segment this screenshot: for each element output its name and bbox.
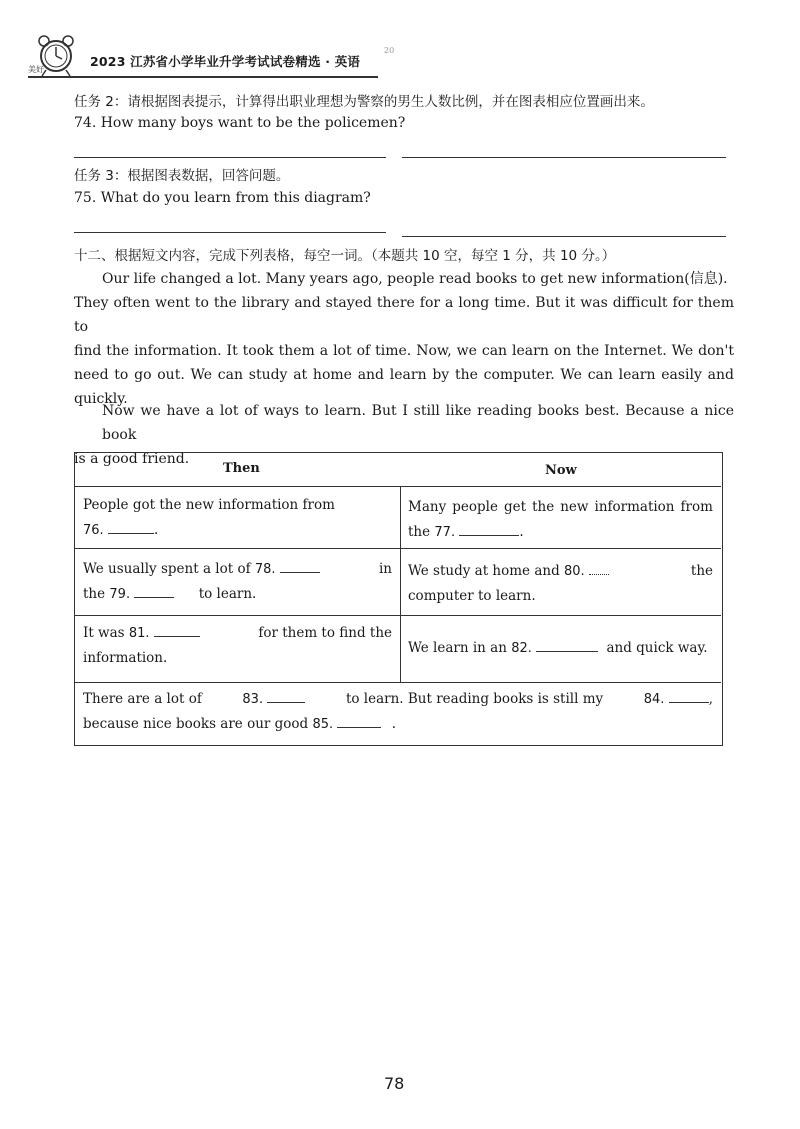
table-row-divider [75, 486, 721, 487]
blank-number-80: 80. [564, 564, 585, 579]
logo-text: 美好 [28, 65, 44, 74]
row1-now-cell: Many people get the new information from the 77. . [408, 499, 713, 540]
passage-line: Our life changed a lot. Many years ago, people read books to get new information(信息). [102, 271, 728, 287]
blank-79[interactable] [134, 585, 174, 598]
table-row-divider [75, 615, 721, 616]
question-75: 75. What do you learn from this diagram? [74, 190, 371, 206]
row1-then-text: People got the new information from [83, 497, 335, 513]
row3-now-cell: We learn in an 82. and quick way. [408, 640, 708, 656]
blank-number-83: 83. [242, 692, 264, 707]
answer-line-75a[interactable] [74, 232, 386, 233]
blank-80[interactable] [589, 562, 609, 575]
blank-number-77: 77. [434, 525, 456, 540]
row2-then-cell: We usually spent a lot of 78. in the 79. to learn. [83, 561, 392, 602]
answer-line-75b[interactable] [402, 236, 726, 237]
row3-then-cell: It was 81. for them to find the information. [83, 625, 392, 666]
row4-cell: There are a lot of 83. to learn. But reading books is still my 84. , because nice books are our good 85. . [83, 691, 713, 732]
blank-82[interactable] [536, 639, 598, 652]
section-12-title: 十二、根据短文内容，完成下列表格，每空一词。（本题共 10 空，每空 1 分，共 10 分。） [74, 248, 616, 264]
row1-then-cell: People got the new information from 76. . [75, 493, 400, 543]
table-row-divider [75, 548, 721, 549]
passage-line: find the information. It took them a lot of time. Now, we can learn on the Internet. We don't [74, 343, 734, 359]
answer-line-74b[interactable] [402, 157, 726, 158]
blank-number-85: 85. [312, 717, 334, 732]
blank-81[interactable] [154, 624, 200, 637]
row2-now-cell: We study at home and 80. the computer to learn. [408, 563, 713, 604]
blank-number-81: 81. [128, 626, 150, 641]
blank-76[interactable] [108, 521, 154, 534]
passage-line: quickly. [74, 391, 128, 407]
blank-78[interactable] [280, 560, 320, 573]
blank-84[interactable] [669, 690, 709, 703]
blank-77[interactable] [459, 523, 519, 536]
table-header-now: Now [545, 463, 577, 478]
blank-83[interactable] [267, 690, 305, 703]
table-header-then: Then [223, 461, 260, 476]
header-title: 2023 江苏省小学毕业升学考试试卷精选 · 英语 [90, 54, 361, 69]
blank-number-84: 84. [643, 692, 665, 707]
page-number: 78 [384, 1074, 405, 1093]
blank-number-82: 82. [511, 641, 532, 656]
table-row-divider [75, 682, 721, 683]
summary-table [74, 452, 723, 746]
header-deco: 20 [384, 46, 395, 55]
question-74: 74. How many boys want to be the policemen? [74, 115, 406, 131]
task2-label: 任务 2：请根据图表提示，计算得出职业理想为警察的男生人数比例，并在图表相应位置画出来。 [74, 94, 654, 110]
blank-85[interactable] [337, 715, 381, 728]
passage-paragraph-1 [74, 267, 734, 411]
passage-line: is a good friend. [74, 451, 190, 467]
blank-number-76: 76. [83, 523, 104, 538]
blank-number-78: 78. [254, 562, 276, 577]
passage-line: need to go out. We can study at home and learn by the computer. We can learn easily and [74, 367, 734, 383]
passage-line: They often went to the library and stayed there for a long time. But it was difficult for them to [74, 295, 734, 335]
answer-line-74a[interactable] [74, 157, 386, 158]
header-rule [28, 76, 378, 78]
blank-number-79: 79. [109, 587, 131, 602]
task3-label: 任务 3：根据图表数据，回答问题。 [74, 168, 290, 184]
passage-line: Now we have a lot of ways to learn. But I still like reading books best. Because a nice book [102, 403, 734, 443]
